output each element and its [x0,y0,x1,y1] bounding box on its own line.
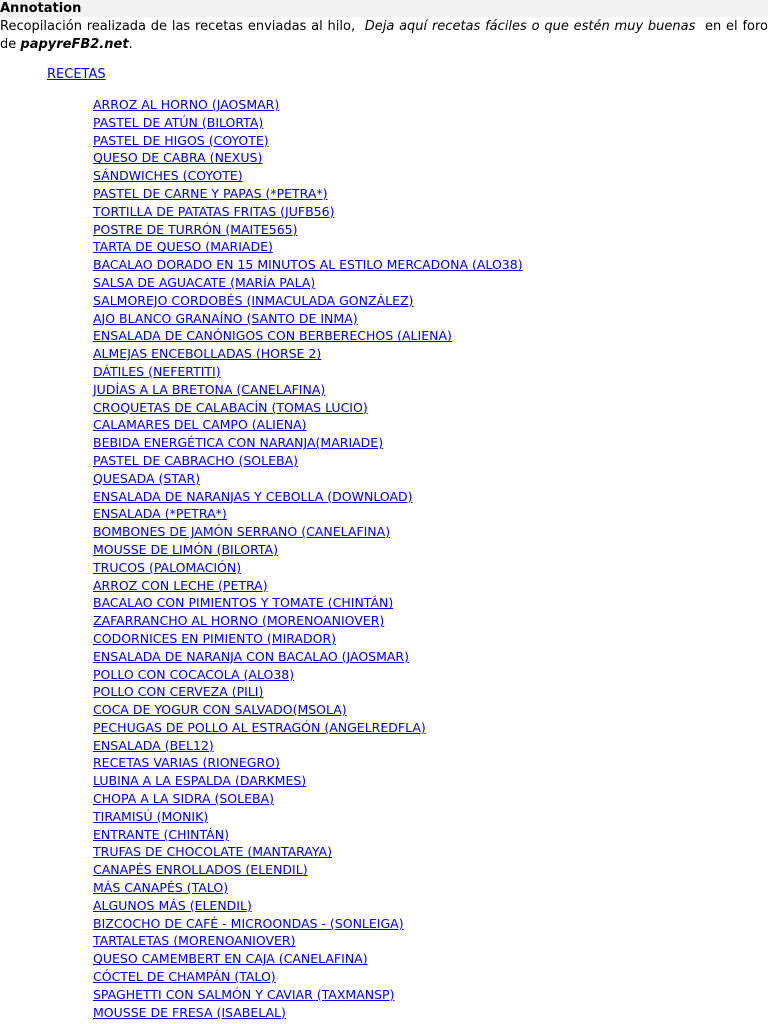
list-item [93,559,523,577]
recipe-link[interactable]: ENSALADA DE CANÓNIGOS CON BERBERECHOS (ALIENA) [93,328,452,344]
forum-text: en el foro de [0,19,768,52]
recipe-link[interactable]: ENSALADA (*PETRA*) [93,506,227,522]
list-item [93,826,523,844]
recipe-link[interactable]: CÓCTEL DE CHAMPÁN (TALO) [93,969,276,985]
recipe-link[interactable]: SÁNDWICHES (COYOTE) [93,168,243,184]
list-item [93,950,523,968]
list-item [93,648,523,666]
recipe-link[interactable]: COCA DE YOGUR CON SALVADO(MSOLA) [93,702,347,718]
recipe-link[interactable]: AJO BLANCO GRANAÍNO (SANTO DE INMA) [93,310,358,326]
recipe-link[interactable]: TORTILLA DE PATATAS FRITAS (JUFB56) [93,203,335,219]
list-item [93,434,523,452]
list-item [93,612,523,630]
list-item [93,96,523,114]
list-item [93,1004,523,1022]
list-item [93,416,523,434]
list-item [93,381,523,399]
recipe-link[interactable]: PECHUGAS DE POLLO AL ESTRAGÓN (ANGELREDFLA) [93,719,426,735]
list-item [93,523,523,541]
list-item [93,790,523,808]
list-item [93,808,523,826]
recipe-link[interactable]: QUESADA (STAR) [93,470,201,486]
list-item [93,114,523,132]
recipe-link[interactable]: POSTRE DE TURRÓN (MAITE565) [93,221,298,237]
recipe-link[interactable]: SPAGHETTI CON SALMÓN Y CAVIAR (TAXMANSP) [93,986,395,1002]
list-item [93,505,523,523]
list-item [93,719,523,737]
recipe-link[interactable]: BOMBONES DE JAMÓN SERRANO (CANELAFINA) [93,524,391,540]
end-punctuation: . [128,37,133,52]
list-item [93,470,523,488]
list-item [93,488,523,506]
list-item [93,897,523,915]
recipe-link[interactable]: CODORNICES EN PIMIENTO (MIRADOR) [93,630,337,646]
list-item [93,701,523,719]
list-item [93,310,523,328]
list-item [93,915,523,933]
list-item [93,666,523,684]
recipe-link[interactable]: LUBINA A LA ESPALDA (DARKMES) [93,773,307,789]
recipe-link[interactable]: BACALAO DORADO EN 15 MINUTOS AL ESTILO MERCADONA (ALO38) [93,257,523,273]
recipe-link[interactable]: CALAMARES DEL CAMPO (ALIENA) [93,417,307,433]
recipe-link[interactable]: CANAPÉS ENROLLADOS (ELENDIL) [93,862,308,878]
thread-title: Deja aquí recetas fáciles o que estén muy buenas [364,19,696,34]
recipe-link[interactable]: SALSA DE AGUACATE (MARÍA PALA) [93,274,316,290]
list-item [93,986,523,1004]
list-item [93,861,523,879]
list-item [93,754,523,772]
list-item [93,737,523,755]
recipe-link[interactable]: TARTA DE QUESO (MARIADE) [93,239,273,255]
recipe-link[interactable]: CHOPA A LA SIDRA (SOLEBA) [93,791,274,807]
list-item [93,541,523,559]
list-item [93,879,523,897]
annotation-title: Annotation [0,1,82,16]
list-item [93,630,523,648]
annotation-header-bar [0,0,768,17]
list-item [93,345,523,363]
recipe-link[interactable]: CROQUETAS DE CALABACÍN (TOMAS LUCIO) [93,399,368,415]
list-item [93,149,523,167]
recipe-link[interactable]: TARTALETAS (MORENOANIOVER) [93,933,296,949]
recipe-link[interactable]: MÁS CANAPÉS (TALO) [93,880,229,896]
recipe-link[interactable]: PASTEL DE CARNE Y PAPAS (*PETRA*) [93,185,328,201]
list-item [93,577,523,595]
list-item [93,452,523,470]
list-item [93,683,523,701]
list-item [93,772,523,790]
list-item [93,256,523,274]
list-item [93,203,523,221]
recipe-link[interactable]: TRUCOS (PALOMACIÓN) [93,559,242,575]
list-item [93,843,523,861]
recipe-link[interactable]: ARROZ AL HORNO (JAOSMAR) [93,97,280,112]
recipe-link[interactable]: ENSALADA DE NARANJA CON BACALAO (JAOSMAR) [93,648,409,664]
recipe-link[interactable]: ALGUNOS MÁS (ELENDIL) [93,897,252,913]
recipe-link[interactable]: ENSALADA DE NARANJAS Y CEBOLLA (DOWNLOAD) [93,488,413,504]
recipe-link[interactable]: ARROZ CON LECHE (PETRA) [93,577,268,593]
recipe-link[interactable]: ZAFARRANCHO AL HORNO (MORENOANIOVER) [93,613,385,629]
recipe-link[interactable]: ENTRANTE (CHINTÁN) [93,826,229,842]
recipe-link[interactable]: PASTEL DE CABRACHO (SOLEBA) [93,452,299,468]
recipe-link[interactable]: QUESO CAMEMBERT EN CAJA (CANELAFINA) [93,951,368,967]
intro-text: Recopilación realizada de las recetas enviadas al hilo, [0,19,356,34]
annotation-intro [0,18,768,54]
list-item [93,363,523,381]
recipe-link[interactable]: BACALAO CON PIMIENTOS Y TOMATE (CHINTÁN) [93,595,394,611]
list-item [93,221,523,239]
recipe-link[interactable]: MOUSSE DE LIMÓN (BILORTA) [93,541,278,557]
recipe-link[interactable]: POLLO CON COCACOLA (ALO38) [93,666,295,682]
recipe-link[interactable]: ALMEJAS ENCEBOLLADAS (HORSE 2) [93,346,322,362]
list-item [93,238,523,256]
list-item [93,594,523,612]
list-item [93,132,523,150]
list-item [93,932,523,950]
toc-heading-link[interactable]: RECETAS [47,67,106,82]
list-item [93,327,523,345]
recipe-link[interactable]: MOUSSE DE FRESA (ISABELAL) [93,1004,286,1020]
recipe-link[interactable]: BEBIDA ENERGÉTICA CON NARANJA(MARIADE) [93,435,384,451]
site-name: papyreFB2.net [20,37,129,52]
list-item [93,185,523,203]
recipe-link[interactable]: PASTEL DE HIGOS (COYOTE) [93,132,269,148]
list-item [93,274,523,292]
recipe-link[interactable]: ENSALADA (BEL12) [93,737,214,753]
recipe-link[interactable]: RECETAS VARIAS (RIONEGRO) [93,755,280,771]
recipe-link[interactable]: QUESO DE CABRA (NEXUS) [93,150,263,166]
recipe-link-list [93,96,523,1021]
recipe-link[interactable]: TRUFAS DE CHOCOLATE (MANTARAYA) [93,844,332,860]
recipe-link[interactable]: POLLO CON CERVEZA (PILI) [93,684,264,700]
recipe-link[interactable]: TIRAMISÚ (MONIK) [93,808,209,824]
list-item [93,968,523,986]
list-item [93,167,523,185]
recipe-link[interactable]: JUDÍAS A LA BRETONA (CANELAFINA) [93,381,326,397]
recipe-link[interactable]: PASTEL DE ATÚN (BILORTA) [93,114,264,130]
recipe-link[interactable]: DÁTILES (NEFERTITI) [93,363,221,379]
list-item [93,399,523,417]
recipe-link[interactable]: SALMOREJO CORDOBÉS (INMACULADA GONZÁLEZ) [93,292,414,308]
list-item [93,292,523,310]
recipe-link[interactable]: BIZCOCHO DE CAFÉ - MICROONDAS - (SONLEIGA) [93,915,404,931]
